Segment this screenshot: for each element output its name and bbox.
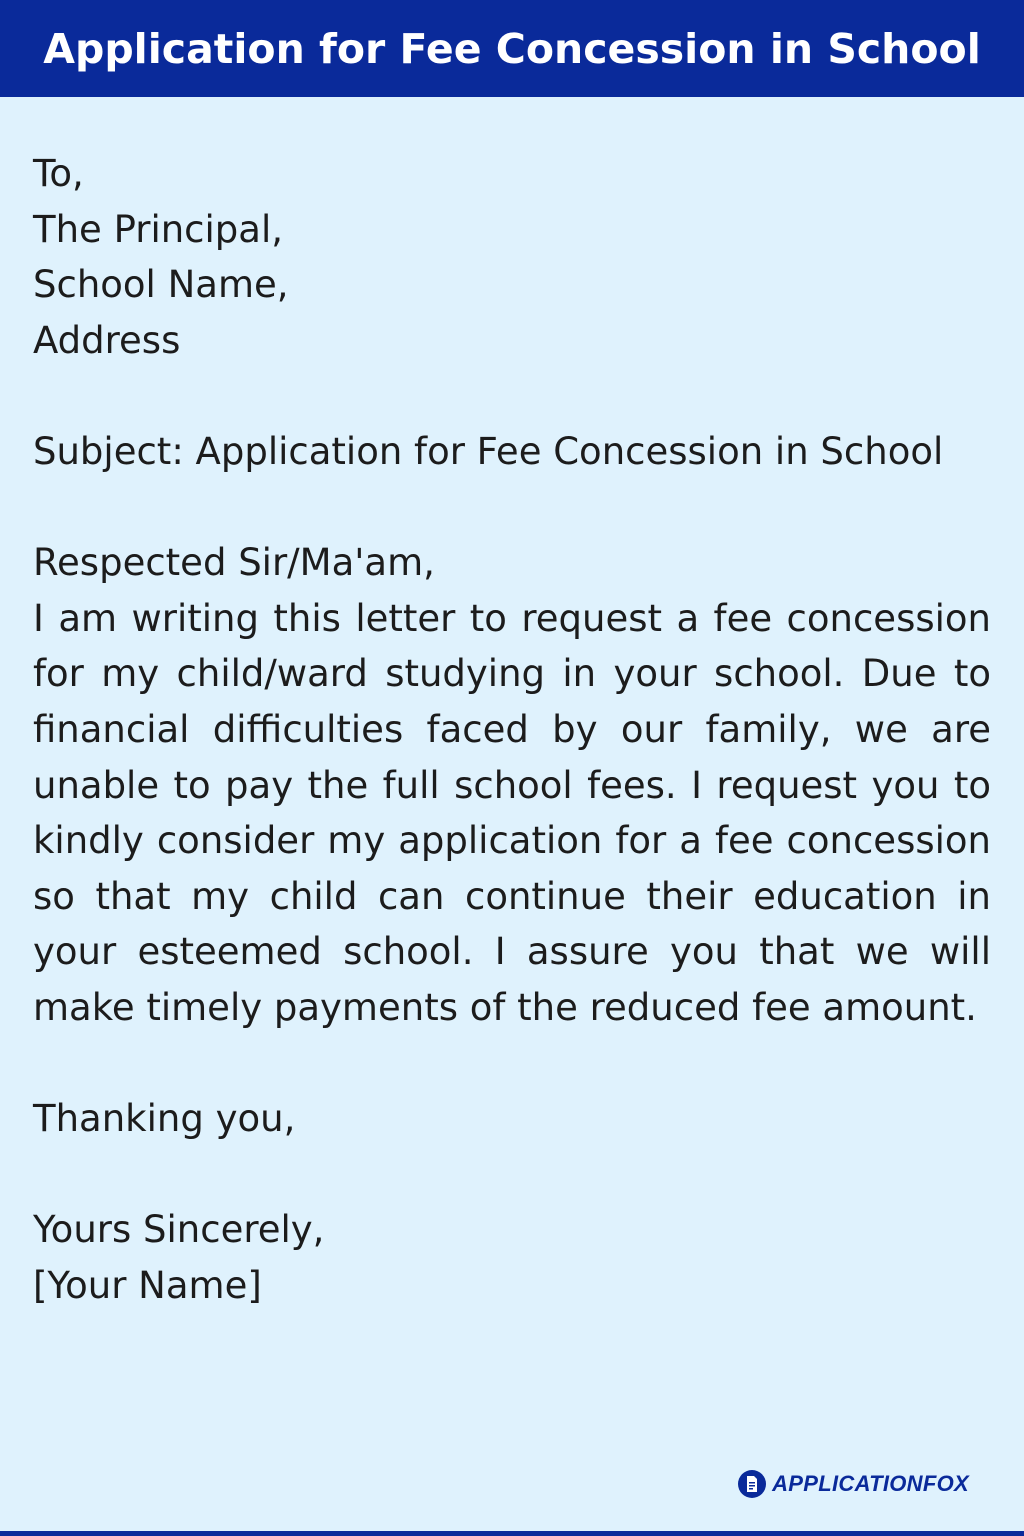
spacer: [33, 1147, 991, 1203]
school-name: School Name,: [33, 263, 289, 307]
spacer: [33, 368, 991, 424]
subject-line: Subject: Application for Fee Concession in School: [33, 429, 944, 473]
salutation-to: To,: [33, 152, 84, 195]
recipient: The Principal,: [33, 207, 284, 251]
brand-logo: [738, 1470, 969, 1498]
greeting: Respected Sir/Ma'am,: [33, 541, 435, 585]
thanks-line: Thanking you,: [33, 1097, 296, 1141]
spacer: [33, 1036, 991, 1092]
letter-body: [33, 146, 991, 1313]
body-paragraph: I am writing this letter to request a fee concession for my child/ward studying in your school. Due to financial difficulties faced by our family, we are unable to pay the full school fees. I request you to kindly consider my application for a fee concession so that my child can continue their education in your esteemed school. I assure you that we will make timely payments of the reduced fee amount.: [33, 596, 991, 1029]
address: Address: [33, 318, 181, 362]
spacer: [33, 480, 991, 536]
bottom-border: [0, 1531, 1024, 1536]
closing-line: Yours Sincerely,: [33, 1208, 325, 1252]
brand-name: APPLICATIONFOX: [772, 1471, 969, 1496]
page-title: Application for Fee Concession in School: [43, 24, 981, 73]
document-icon: [738, 1470, 766, 1498]
signature-line: [Your Name]: [33, 1263, 262, 1307]
header-banner: [0, 0, 1024, 97]
